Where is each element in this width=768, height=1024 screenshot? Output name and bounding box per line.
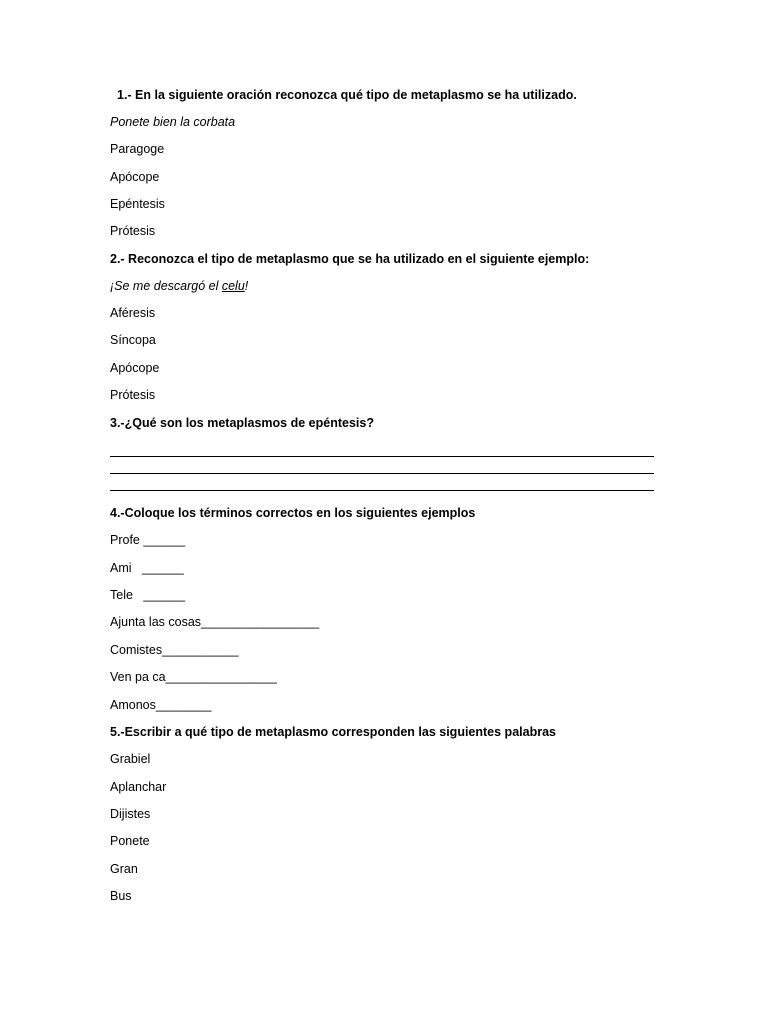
answer-line: [110, 473, 654, 474]
question-1-option: Prótesis: [110, 224, 156, 238]
answer-line: [110, 456, 654, 457]
question-2-option: Apócope: [110, 361, 160, 375]
question-4-item: Ajunta las cosas_________________: [110, 615, 320, 629]
question-2-example: [110, 278, 248, 294]
question-2-option: Aféresis: [110, 306, 156, 320]
question-5-word: Bus: [110, 889, 132, 903]
question-4-item: Profe ______: [110, 533, 186, 547]
question-2-example-prefix: ¡Se me descargó el: [110, 279, 222, 293]
question-2-option: Prótesis: [110, 388, 156, 402]
question-1-option: Apócope: [110, 170, 160, 184]
question-4-item: Tele ______: [110, 588, 186, 602]
question-2-example-word: celu: [221, 279, 245, 293]
question-5-word: Dijistes: [110, 807, 151, 821]
question-1-option: Paragoge: [110, 142, 165, 156]
question-5-word: Aplanchar: [110, 780, 167, 794]
question-2-title: 2.- Reconozca el tipo de metaplasmo que se ha utilizado en el siguiente ejemplo:: [110, 252, 590, 266]
answer-line: [110, 490, 654, 491]
question-4-item: Ven pa ca________________: [110, 670, 277, 684]
question-1-example: Ponete bien la corbata: [110, 115, 236, 129]
question-5-word: Grabiel: [110, 752, 151, 766]
question-2-example-suffix: !: [244, 279, 249, 293]
question-4-item: Comistes___________: [110, 643, 239, 657]
question-4-item: Ami ______: [110, 561, 184, 575]
question-5-word: Gran: [110, 862, 138, 876]
question-2-option: Síncopa: [110, 333, 156, 347]
question-1-option: Epéntesis: [110, 197, 165, 211]
question-3-title: 3.-¿Qué son los metaplasmos de epéntesis?: [110, 416, 374, 430]
question-5-word: Ponete: [110, 834, 150, 848]
question-4-item: Amonos________: [110, 698, 212, 712]
question-1-title: 1.- En la siguiente oración reconozca qué tipo de metaplasmo se ha utilizado.: [117, 88, 577, 102]
question-5-title: 5.-Escribir a qué tipo de metaplasmo corresponden las siguientes palabras: [110, 725, 556, 739]
question-4-title: 4.-Coloque los términos correctos en los siguientes ejemplos: [110, 506, 476, 520]
